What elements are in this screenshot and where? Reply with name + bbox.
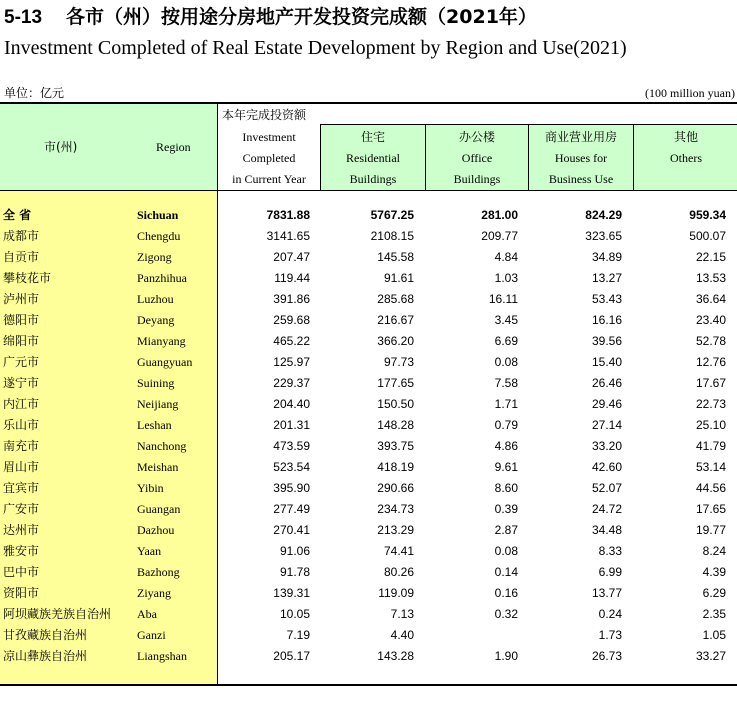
region-name-cn: 甘孜藏族自治州 xyxy=(3,628,88,642)
office-cell: 0.14 xyxy=(494,565,518,579)
residential-cell: 4.40 xyxy=(390,628,414,642)
region-name-en: Guangan xyxy=(137,502,181,516)
table-row xyxy=(0,457,737,478)
region-header xyxy=(0,104,218,190)
residential-cell: 74.41 xyxy=(383,544,414,558)
residential-cell: 234.73 xyxy=(377,502,414,516)
office-header xyxy=(425,125,528,190)
residential-cell: 91.61 xyxy=(383,271,414,285)
others-cell: 22.73 xyxy=(695,397,726,411)
investment-total-cell: 119.44 xyxy=(274,271,310,285)
residential-cell: 366.20 xyxy=(377,334,414,348)
header-en: Office xyxy=(461,151,493,165)
region-name-cn: 自贡市 xyxy=(3,250,40,264)
region-name-en: Liangshan xyxy=(137,649,187,663)
office-cell: 7.58 xyxy=(494,376,518,390)
table-row xyxy=(0,520,737,541)
others-cell: 23.40 xyxy=(695,313,726,327)
region-name-en: Aba xyxy=(137,607,157,621)
region-name-en: Suining xyxy=(137,376,175,390)
region-name-en: Bazhong xyxy=(137,565,180,579)
investment-total-cell: 139.31 xyxy=(273,586,310,600)
business-cell: 16.16 xyxy=(591,313,622,327)
residential-header xyxy=(320,125,425,190)
others-cell: 22.15 xyxy=(695,250,726,264)
investment-total-cell: 473.59 xyxy=(273,439,310,453)
header-en: Residential xyxy=(346,151,400,165)
header-en: Business Use xyxy=(548,172,614,186)
table-row xyxy=(0,226,737,247)
business-cell: 15.40 xyxy=(591,355,622,369)
table-row xyxy=(0,310,737,331)
others-cell: 13.53 xyxy=(695,271,726,285)
residential-cell: 177.65 xyxy=(377,376,414,390)
region-name-en: Ziyang xyxy=(137,586,171,600)
header-cn: 其他 xyxy=(673,130,698,144)
header-cn: 商业营业用房 xyxy=(544,130,617,144)
business-cell: 13.27 xyxy=(591,271,622,285)
others-cell: 4.39 xyxy=(702,565,726,579)
investment-total-cell: 125.97 xyxy=(273,355,310,369)
region-name-cn: 遂宁市 xyxy=(3,376,40,390)
table-row xyxy=(0,247,737,268)
investment-total-cell: 277.49 xyxy=(273,502,310,516)
table-bottom-rule xyxy=(0,684,737,686)
residential-cell: 213.29 xyxy=(377,523,414,537)
business-cell: 33.20 xyxy=(591,439,622,453)
table-number: 5-13 xyxy=(4,7,43,28)
business-cell: 24.72 xyxy=(591,502,622,516)
others-cell: 33.27 xyxy=(695,649,726,663)
office-cell: 0.08 xyxy=(494,355,518,369)
others-cell: 12.76 xyxy=(695,355,726,369)
business-cell: 29.46 xyxy=(591,397,622,411)
table-row xyxy=(0,289,737,310)
residential-cell: 143.28 xyxy=(377,649,414,663)
region-name-en: Dazhou xyxy=(137,523,175,537)
office-cell: 4.86 xyxy=(494,439,518,453)
region-name-cn: 达州市 xyxy=(3,523,40,537)
region-name-en: Yaan xyxy=(137,544,162,558)
office-cell: 209.77 xyxy=(481,229,518,243)
header-line: in Current Year xyxy=(232,172,306,186)
region-name-en: Sichuan xyxy=(137,208,179,222)
region-name-cn: 乐山市 xyxy=(3,418,40,432)
residential-cell: 2108.15 xyxy=(370,229,414,243)
investment-total-cell: 259.68 xyxy=(273,313,310,327)
business-cell: 1.73 xyxy=(598,628,622,642)
investment-total-cell: 270.41 xyxy=(273,523,310,537)
others-cell: 44.56 xyxy=(695,481,726,495)
business-cell: 34.89 xyxy=(591,250,622,264)
others-cell: 2.35 xyxy=(702,607,726,621)
region-name-en: Luzhou xyxy=(137,292,174,306)
office-cell: 0.39 xyxy=(494,502,518,516)
investment-total-cell: 205.17 xyxy=(273,649,310,663)
residential-cell: 393.75 xyxy=(377,439,414,453)
table-row xyxy=(0,373,737,394)
region-name-en: Leshan xyxy=(137,418,172,432)
office-cell: 0.32 xyxy=(494,607,518,621)
table-row xyxy=(0,478,737,499)
others-cell: 36.64 xyxy=(695,292,726,306)
region-name-cn: 成都市 xyxy=(3,229,40,243)
region-name-en: Yibin xyxy=(137,481,164,495)
investment-total-cell: 91.78 xyxy=(279,565,310,579)
region-name-cn: 宜宾市 xyxy=(3,481,40,495)
business-cell: 323.65 xyxy=(585,229,622,243)
unit-label-en: (100 million yuan) xyxy=(645,86,735,100)
investment-total-cell: 207.47 xyxy=(273,250,310,264)
residential-cell: 216.67 xyxy=(377,313,414,327)
region-name-cn: 阿坝藏族羌族自治州 xyxy=(3,607,112,621)
table-row xyxy=(0,331,737,352)
residential-cell: 418.19 xyxy=(377,460,414,474)
business-cell: 26.46 xyxy=(591,376,622,390)
table-row xyxy=(0,415,737,436)
region-name-en: Deyang xyxy=(137,313,175,327)
investment-total-cell: 201.31 xyxy=(273,418,310,432)
region-name-cn: 南充市 xyxy=(3,439,40,453)
region-name-cn: 泸州市 xyxy=(3,292,40,306)
region-name-en: Chengdu xyxy=(137,229,181,243)
business-cell: 52.07 xyxy=(591,481,622,495)
office-cell: 0.08 xyxy=(494,544,518,558)
header-en: Houses for xyxy=(554,151,608,165)
residential-cell: 148.28 xyxy=(377,418,414,432)
business-cell: 27.14 xyxy=(591,418,622,432)
region-name-cn: 凉山彝族自治州 xyxy=(3,649,88,663)
business-cell: 39.56 xyxy=(591,334,622,348)
investment-total-cell: 7.19 xyxy=(286,628,310,642)
header-cn: 住宅 xyxy=(360,130,385,144)
office-cell: 1.90 xyxy=(494,649,518,663)
office-cell: 9.61 xyxy=(494,460,518,474)
office-cell: 0.16 xyxy=(494,586,518,600)
region-name-cn: 绵阳市 xyxy=(3,334,40,348)
region-name-en: Nanchong xyxy=(137,439,187,453)
unit-label-cn: 单位：亿元 xyxy=(4,86,65,100)
region-name-cn: 内江市 xyxy=(3,397,40,411)
office-cell: 6.69 xyxy=(494,334,518,348)
region-name-cn: 雅安市 xyxy=(3,544,40,558)
office-cell: 3.45 xyxy=(494,313,518,327)
office-cell: 1.03 xyxy=(494,271,518,285)
office-cell: 2.87 xyxy=(494,523,518,537)
office-cell: 8.60 xyxy=(494,481,518,495)
business-cell: 0.24 xyxy=(598,607,622,621)
business-header xyxy=(528,125,633,190)
residential-cell: 97.73 xyxy=(383,355,414,369)
business-cell: 34.48 xyxy=(591,523,622,537)
region-name-cn: 广元市 xyxy=(3,355,40,369)
header-en: Buildings xyxy=(349,172,397,186)
total-investment-header xyxy=(218,125,320,190)
others-cell: 17.65 xyxy=(695,502,726,516)
business-cell: 53.43 xyxy=(591,292,622,306)
investment-total-cell: 391.86 xyxy=(273,292,310,306)
business-cell: 8.33 xyxy=(598,544,622,558)
others-cell: 52.78 xyxy=(695,334,726,348)
business-cell: 13.77 xyxy=(591,586,622,600)
investment-group-header: 本年完成投资额 xyxy=(222,108,307,122)
table-row xyxy=(0,352,737,373)
investment-total-cell: 91.06 xyxy=(279,544,310,558)
header-en: Buildings xyxy=(453,172,501,186)
office-cell: 0.79 xyxy=(494,418,518,432)
table-row xyxy=(0,394,737,415)
business-cell: 42.60 xyxy=(591,460,622,474)
table-row xyxy=(0,604,737,625)
table-row xyxy=(0,562,737,583)
investment-total-cell: 229.37 xyxy=(273,376,310,390)
region-name-en: Neijiang xyxy=(137,397,179,411)
investment-total-cell: 10.05 xyxy=(279,607,310,621)
header-en: Others xyxy=(670,151,702,165)
residential-cell: 7.13 xyxy=(390,607,414,621)
others-cell: 53.14 xyxy=(695,460,726,474)
page-title xyxy=(4,5,537,30)
others-cell: 19.77 xyxy=(695,523,726,537)
others-cell: 500.07 xyxy=(689,229,726,243)
office-cell: 281.00 xyxy=(481,208,518,222)
investment-total-cell: 3141.65 xyxy=(266,229,310,243)
others-cell: 959.34 xyxy=(689,208,726,222)
table-row xyxy=(0,646,737,667)
office-cell: 16.11 xyxy=(488,292,518,306)
residential-cell: 119.09 xyxy=(378,586,414,600)
business-cell: 6.99 xyxy=(598,565,622,579)
investment-total-cell: 395.90 xyxy=(273,481,310,495)
region-name-cn: 全 省 xyxy=(3,208,32,222)
header-line: Investment xyxy=(242,130,296,144)
residential-cell: 150.50 xyxy=(377,397,414,411)
investment-total-cell: 523.54 xyxy=(273,460,310,474)
others-cell: 1.05 xyxy=(702,628,726,642)
region-name-en: Ganzi xyxy=(137,628,166,642)
table-row xyxy=(0,499,737,520)
region-header-en: Region xyxy=(156,140,191,154)
residential-cell: 80.26 xyxy=(383,565,414,579)
others-cell: 8.24 xyxy=(702,544,726,558)
region-name-cn: 眉山市 xyxy=(3,460,40,474)
region-name-cn: 广安市 xyxy=(3,502,40,516)
others-cell: 17.67 xyxy=(695,376,726,390)
region-name-cn: 攀枝花市 xyxy=(3,271,52,285)
region-name-cn: 德阳市 xyxy=(3,313,40,327)
table-title-en: Investment Completed of Real Estate Development by Region and Use(2021) xyxy=(4,37,627,59)
investment-total-cell: 204.40 xyxy=(273,397,310,411)
investment-total-cell: 7831.88 xyxy=(266,208,310,222)
region-name-en: Meishan xyxy=(137,460,179,474)
region-name-en: Panzhihua xyxy=(137,271,187,285)
business-cell: 26.73 xyxy=(591,649,622,663)
region-name-cn: 资阳市 xyxy=(3,586,40,600)
table-row xyxy=(0,583,737,604)
office-cell: 1.71 xyxy=(494,397,518,411)
others-cell: 25.10 xyxy=(695,418,726,432)
others-cell: 41.79 xyxy=(695,439,726,453)
region-header-cn: 市(州) xyxy=(44,140,78,154)
others-cell: 6.29 xyxy=(702,586,726,600)
header-line: Completed xyxy=(242,151,296,165)
table-row xyxy=(0,436,737,457)
investment-total-cell: 465.22 xyxy=(273,334,310,348)
residential-cell: 285.68 xyxy=(377,292,414,306)
region-name-en: Mianyang xyxy=(137,334,186,348)
others-header xyxy=(633,125,737,190)
table-row xyxy=(0,541,737,562)
residential-cell: 290.66 xyxy=(377,481,414,495)
table-row xyxy=(0,625,737,646)
header-cn: 办公楼 xyxy=(458,130,495,144)
residential-cell: 145.58 xyxy=(377,250,414,264)
table-title-cn: 各市（州）按用途分房地产开发投资完成额（2021年） xyxy=(66,6,537,28)
residential-cell: 5767.25 xyxy=(370,208,414,222)
table-row-total xyxy=(0,205,737,226)
region-name-en: Zigong xyxy=(137,250,172,264)
region-name-cn: 巴中市 xyxy=(3,565,40,579)
table-row xyxy=(0,268,737,289)
business-cell: 824.29 xyxy=(585,208,622,222)
office-cell: 4.84 xyxy=(494,250,518,264)
region-name-en: Guangyuan xyxy=(137,355,193,369)
